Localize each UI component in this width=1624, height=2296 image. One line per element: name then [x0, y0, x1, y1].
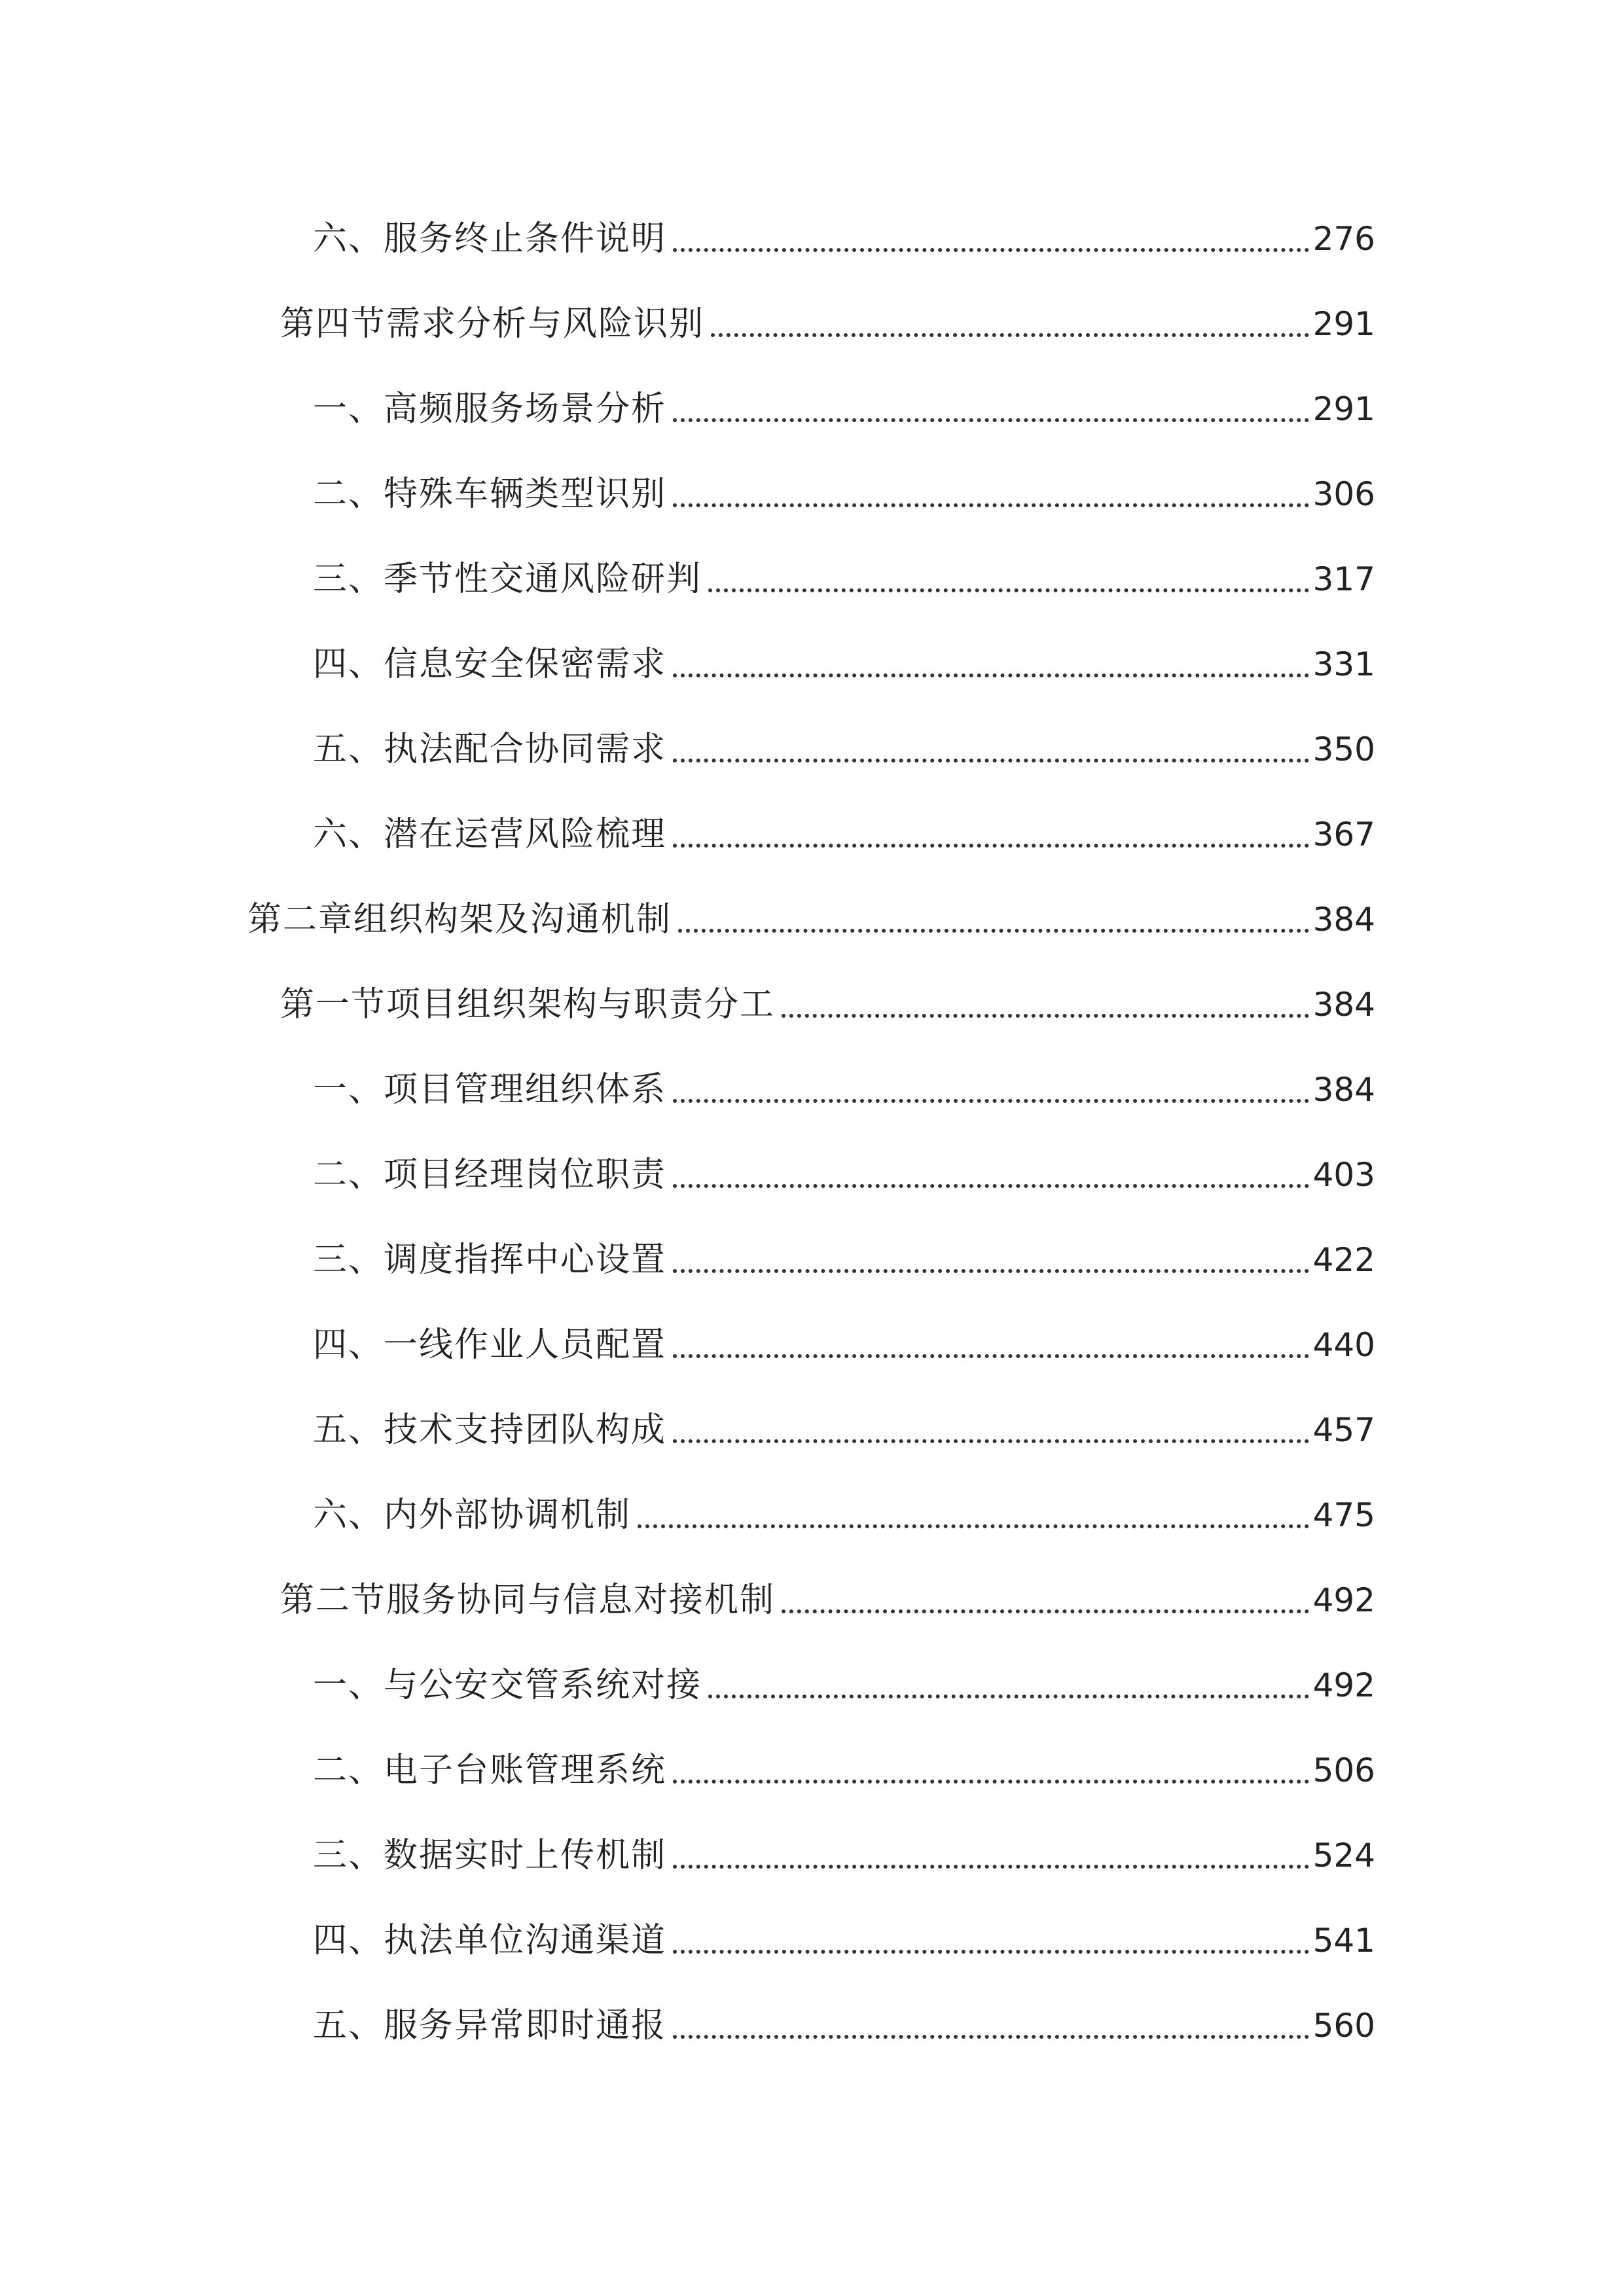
- toc-entry-page: 422: [1312, 1241, 1375, 1279]
- toc-entry[interactable]: [313, 1234, 1375, 1286]
- toc-entry-page: 524: [1312, 1837, 1375, 1874]
- toc-entry[interactable]: [280, 978, 1375, 1031]
- toc-entry-title: 第四节需求分析与风险识别: [280, 304, 705, 344]
- toc-dot-leader: [673, 844, 1309, 848]
- toc-entry-title: 第一节项目组织架构与职责分工: [280, 985, 776, 1024]
- toc-entry-title: 一、项目管理组织体系: [313, 1070, 667, 1109]
- toc-entry-title: 一、与公安交管系统对接: [313, 1666, 702, 1705]
- toc-entry[interactable]: [313, 1489, 1375, 1541]
- toc-entry-title: 六、潜在运营风险梳理: [313, 815, 667, 854]
- toc-entry[interactable]: [313, 383, 1375, 435]
- toc-dot-leader: [673, 1354, 1309, 1358]
- toc-dot-leader: [708, 1695, 1309, 1698]
- toc-entry-page: 384: [1312, 1071, 1375, 1109]
- toc-entry-page: 440: [1312, 1326, 1375, 1364]
- toc-entry-title: 五、技术支持团队构成: [313, 1410, 667, 1450]
- toc-entry-page: 541: [1312, 1922, 1375, 1960]
- toc-entry-page: 492: [1312, 1666, 1375, 1704]
- toc-dot-leader: [782, 1014, 1309, 1018]
- toc-entry[interactable]: [313, 808, 1375, 861]
- toc-dot-leader: [673, 2035, 1309, 2039]
- toc-dot-leader: [782, 1609, 1309, 1613]
- toc-entry-page: 306: [1312, 475, 1375, 513]
- toc-entry[interactable]: [313, 1404, 1375, 1456]
- toc-dot-leader: [673, 1439, 1309, 1443]
- toc-entry[interactable]: [313, 1149, 1375, 1201]
- toc-entry-title: 二、电子台账管理系统: [313, 1751, 667, 1790]
- toc-entry-title: 五、服务异常即时通报: [313, 2006, 667, 2045]
- toc-entry-title: 五、执法配合协同需求: [313, 730, 667, 769]
- toc-dot-leader: [673, 248, 1309, 252]
- toc-dot-leader: [708, 588, 1309, 592]
- toc-entry[interactable]: [313, 213, 1375, 265]
- toc-entry[interactable]: [313, 553, 1375, 605]
- toc-entry[interactable]: [313, 1744, 1375, 1797]
- toc-entry[interactable]: [280, 298, 1375, 350]
- toc-entry-title: 三、调度指挥中心设置: [313, 1240, 667, 1280]
- toc-entry-page: 506: [1312, 1751, 1375, 1789]
- toc-dot-leader: [673, 1865, 1309, 1869]
- toc-entry-page: 492: [1312, 1581, 1375, 1619]
- toc-dot-leader: [673, 1184, 1309, 1188]
- toc-entry[interactable]: [313, 1829, 1375, 1882]
- toc-dot-leader: [673, 1780, 1309, 1784]
- toc-dot-leader: [673, 503, 1309, 507]
- toc-entry-page: 384: [1312, 986, 1375, 1024]
- toc-entry-page: 291: [1312, 390, 1375, 428]
- toc-entry[interactable]: [313, 1914, 1375, 1967]
- toc-entry-page: 291: [1312, 305, 1375, 343]
- toc-entry-page: 317: [1312, 560, 1375, 598]
- toc-entry-title: 一、高频服务场景分析: [313, 389, 667, 429]
- toc-dot-leader: [673, 1099, 1309, 1103]
- toc-entry-title: 三、季节性交通风险研判: [313, 560, 702, 599]
- toc-entry-page: 403: [1312, 1156, 1375, 1194]
- toc-entry-title: 二、项目经理岗位职责: [313, 1155, 667, 1194]
- toc-entry-title: 二、特殊车辆类型识别: [313, 475, 667, 514]
- toc-entry[interactable]: [313, 468, 1375, 520]
- toc-dot-leader: [673, 1950, 1309, 1954]
- toc-entry[interactable]: [280, 1574, 1375, 1626]
- toc-entry[interactable]: [313, 1319, 1375, 1371]
- toc-entry-title: 四、一线作业人员配置: [313, 1325, 667, 1365]
- toc-entry-title: 四、信息安全保密需求: [313, 645, 667, 684]
- toc-entry-title: 六、服务终止条件说明: [313, 219, 667, 259]
- toc-entry-page: 350: [1312, 730, 1375, 768]
- toc-entry-title: 第二节服务协同与信息对接机制: [280, 1581, 776, 1620]
- toc-entry[interactable]: [313, 2000, 1375, 2052]
- toc-entry[interactable]: [313, 723, 1375, 776]
- toc-entry[interactable]: [313, 1659, 1375, 1712]
- toc-entry-title: 四、执法单位沟通渠道: [313, 1921, 667, 1960]
- toc-entry-page: 560: [1312, 2007, 1375, 2045]
- toc-entry-page: 367: [1312, 816, 1375, 853]
- toc-entry[interactable]: [313, 1064, 1375, 1116]
- toc-dot-leader: [673, 1269, 1309, 1273]
- toc-dot-leader: [638, 1524, 1309, 1528]
- toc-entry-page: 276: [1312, 220, 1375, 258]
- toc-entry-page: 384: [1312, 901, 1375, 939]
- toc-dot-leader: [678, 929, 1309, 933]
- toc-entry-page: 331: [1312, 645, 1375, 683]
- toc-dot-leader: [673, 759, 1309, 762]
- toc-entry-title: 三、数据实时上传机制: [313, 1836, 667, 1875]
- toc-dot-leader: [673, 418, 1309, 422]
- toc-dot-leader: [711, 333, 1309, 337]
- toc-entry-title: 六、内外部协调机制: [313, 1496, 632, 1535]
- toc-entry[interactable]: [247, 893, 1375, 946]
- toc-dot-leader: [673, 673, 1309, 677]
- toc-entry-page: 475: [1312, 1496, 1375, 1534]
- toc-entry-page: 457: [1312, 1411, 1375, 1449]
- toc-entry-title: 第二章组织构架及沟通机制: [247, 900, 672, 939]
- toc-entry[interactable]: [313, 638, 1375, 691]
